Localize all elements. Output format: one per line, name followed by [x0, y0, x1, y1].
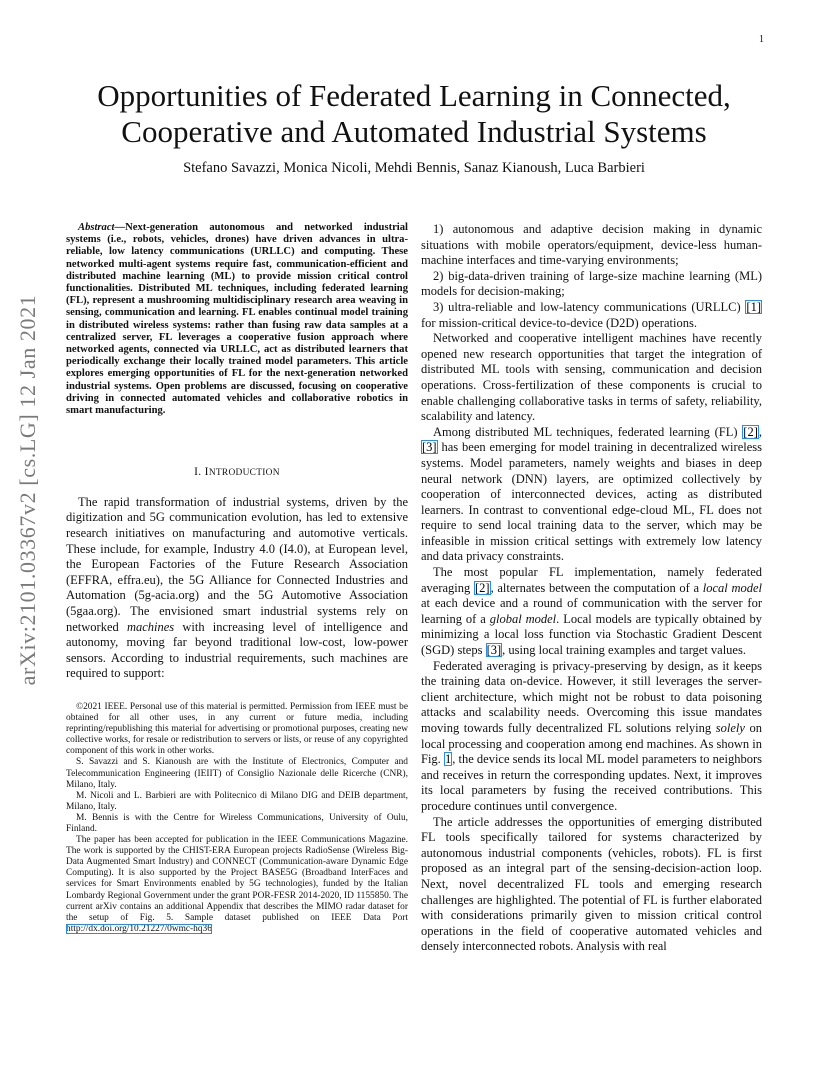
paragraph-federated-learning [421, 425, 762, 565]
citation-link-2b[interactable]: [2] [474, 580, 490, 595]
requirement-item-3 [421, 300, 762, 331]
p3-text-b: has been emerging for model training in decentralized wireless systems. Model parameters, namely weights and biases in deep neural network (DNN) layers, are optimized collectively by cooperation of interconnected devices, acting as distributed learners. In contrast to conventional edge-cloud ML, FL does not require to send local training data to the server, which may be infeasible in mission critical settings with extremely low latency and data privacy constraints. [421, 440, 762, 564]
title-line-2: Cooperative and Automated Industrial Systems [121, 114, 707, 149]
citation-link-2[interactable]: [2] [743, 424, 758, 439]
arxiv-identifier-stamp[interactable]: arXiv:2101.03367v2 [cs.LG] 12 Jan 2021 [15, 294, 40, 686]
requirement-item-1: 1) autonomous and adaptive decision making in dynamic situations with mobile operators/equipment, device-less human-machine interfaces and time-varying environments; [421, 222, 762, 268]
citation-link-1[interactable]: [1] [746, 299, 761, 314]
p4-emphasis-local-model: local model [702, 580, 762, 595]
section-heading-introduction [66, 465, 408, 482]
intro-p1-text-b: with increasing level of intelligence and autonomy, moving far beyond traditional low-cost, low-power sensors. According to industrial requirements, such machines are required to support: [66, 619, 408, 681]
footnote-funding-text: The paper has been accepted for publication in the IEEE Communications Magazine. The work is supported by the CHIST-ERA European projects RadioSense (Wireless Big-Data Augmented Smart Industry) and CONNECT (Communication-aware Dynamic Edge Computing). It is also supported by the Project BASE5G (Broadband InterFaces and services for Smart Environments enabled by 5G technologies), funded by the Italian Lombardy Regional Government under the grant POR-FESR 2014-2020, ID 1155850. The current arXiv contains an additional Appendix that describes the MIMO radar dataset for the setup of Fig. 5. Sample dataset published on IEEE Data Port [66, 835, 408, 923]
p3-separator: , [758, 424, 762, 439]
paragraph-article-scope: The article addresses the opportunities of emerging distributed FL tools specifically tailored for systems characterized by autonomous industrial components (vehicles, robots). FL is first proposed as an integral part of the sensing-decision-action loop. Next, novel decentralized FL tools and emerging research challenges are highlighted. The potential of FL is further elaborated with considerations primarily given to mission critical control operations in the field of cooperative automated vehicles and densely interconnected robots. Analysis with real [421, 814, 762, 954]
footnote-affiliation-oulu: M. Bennis is with the Centre for Wireless Communications, University of Oulu, Finland. [66, 812, 408, 834]
p5-text-c: , the device sends its local ML model parameters to neighbors and receives in return the corresponding updates. Next, it improves its local parameters by fusing the received contributions. This procedure continues until convergence. [421, 752, 762, 813]
footnote-affiliation-cnr: S. Savazzi and S. Kianoush are with the Institute of Electronics, Computer and Telecommunication Engineering (IEIIT) of Consiglio Nazionale delle Ricerche (CNR), Milano, Italy. [66, 757, 408, 790]
footnote-funding [66, 835, 408, 935]
section-numeral: I. [194, 466, 202, 479]
author-list: Stefano Savazzi, Monica Nicoli, Mehdi Bennis, Sanaz Kianoush, Luca Barbieri [183, 160, 645, 176]
abstract [66, 222, 408, 417]
p4-emphasis-global-model: global model [489, 611, 557, 626]
section-initial: I [204, 466, 209, 479]
section-title-rest: NTRODUCTION [208, 468, 280, 479]
footnote-affiliation-polimi: M. Nicoli and L. Barbieri are with Politecnico di Milano DIG and DEIB department, Milano, Italy. [66, 790, 408, 812]
item3-text-a: 3) ultra-reliable and low-latency communications (URLLC) [433, 299, 746, 314]
p4-text-e: , using local training examples and target values. [502, 643, 746, 658]
abstract-label: Abstract [78, 222, 115, 233]
p5-emphasis-solely: solely [715, 721, 745, 735]
paragraph-networked-machines: Networked and cooperative intelligent machines have recently opened new research opportunities that target the integration of distributed ML tools with sensing, communication and decision operations. Cross-fertilization of these components is crucial to enable challenging collaborative tasks in terms of safety, reliability, scalability and latency. [421, 331, 762, 424]
intro-p1-emphasis: machines [126, 619, 175, 634]
item3-text-b: for mission-critical device-to-device (D2D) operations. [421, 315, 697, 330]
page-number: 1 [759, 34, 764, 45]
p5-text-a: Federated averaging is privacy-preserving by design, as it keeps the training data on-device. However, it still leverages the server-client architecture, which might not be robust to data poisoning attacks and scalability needs. Overcoming this issue mandates moving towards fully decentralized FL solutions relying [421, 658, 762, 735]
intro-paragraph-1 [66, 495, 408, 682]
paragraph-federated-averaging [421, 565, 762, 659]
footnote-copyright: ©2021 IEEE. Personal use of this material is permitted. Permission from IEEE must be obtained for all other uses, in any current or future media, including reprinting/republishing this material for advertising or promotional purposes, creating new collective works, for resale or redistribution to servers or lists, or reuse of any copyrighted component of this work in other works. [66, 701, 408, 757]
title-line-1: Opportunities of Federated Learning in Connected, [97, 78, 731, 113]
intro-p1-text-a: The rapid transformation of industrial systems, driven by the digitization and 5G communication evolution, has led to extensive research initiatives on manufacturing and automotive verticals. These include, for example, Industry 4.0 (I4.0), at European level, the European Factories of the Future Research Association (EFFRA, effra.eu), the 5G Alliance for Connected Industries and Automation (5g-acia.org) and the 5G Automotive Association (5gaa.org). The envisioned smart industrial systems rely on networked [66, 494, 408, 634]
paragraph-privacy [421, 659, 762, 815]
citation-link-3b[interactable]: [3] [486, 643, 502, 658]
right-column [421, 222, 762, 955]
p4-text-a: The most popular FL implementation, namely federated averaging [421, 565, 762, 595]
p3-text-a: Among distributed ML techniques, federated learning (FL) [433, 424, 743, 439]
paper-title [60, 78, 768, 150]
p4-text-d: . Local models are typically obtained by minimizing a local loss function via Stochastic Gradient Descent (SGD) steps [421, 611, 762, 658]
footnotes [66, 702, 408, 935]
figure-link-1[interactable]: 1 [444, 752, 452, 767]
left-column [66, 222, 408, 935]
dataset-doi-link[interactable]: http://dx.doi.org/10.21227/0wmc-hq36 [66, 923, 212, 934]
citation-link-3[interactable]: [3] [422, 440, 437, 455]
p5-text-b: on local processing and cooperation among end machines. As shown in Fig. [421, 721, 763, 767]
requirement-item-2: 2) big-data-driven training of large-size machine learning (ML) models for decision-making; [421, 268, 762, 299]
abstract-text: —Next-generation autonomous and networked industrial systems (i.e., robots, vehicles, drones) have driven advances in ultra-reliable, low latency communications (URLLC) and computing. These networked multi-agent systems require fast, communication-efficient and distributed machine learning (ML) to provide mission critical control functionalities. Distributed ML techniques, including federated learning (FL), represent a mushrooming multidisciplinary research area weaving in sensing, communication and learning. FL enables continual model training in distributed wireless systems: rather than fusing raw data samples at a centralized server, FL leverages a cooperative fusion approach where networked agents, connected via URLLC, act as distributed learners that periodically exchange their locally trained model parameters. This article explores emerging opportunities of FL for the next-generation networked industrial systems. Open problems are discussed, focusing on cooperative driving in connected automated vehicles and collaborative robotics in smart manufacturing. [66, 222, 408, 417]
p4-text-c: at each device and a round of communication with the server for learning of a [421, 596, 762, 626]
p4-text-b: , alternates between the computation of a [490, 580, 703, 595]
